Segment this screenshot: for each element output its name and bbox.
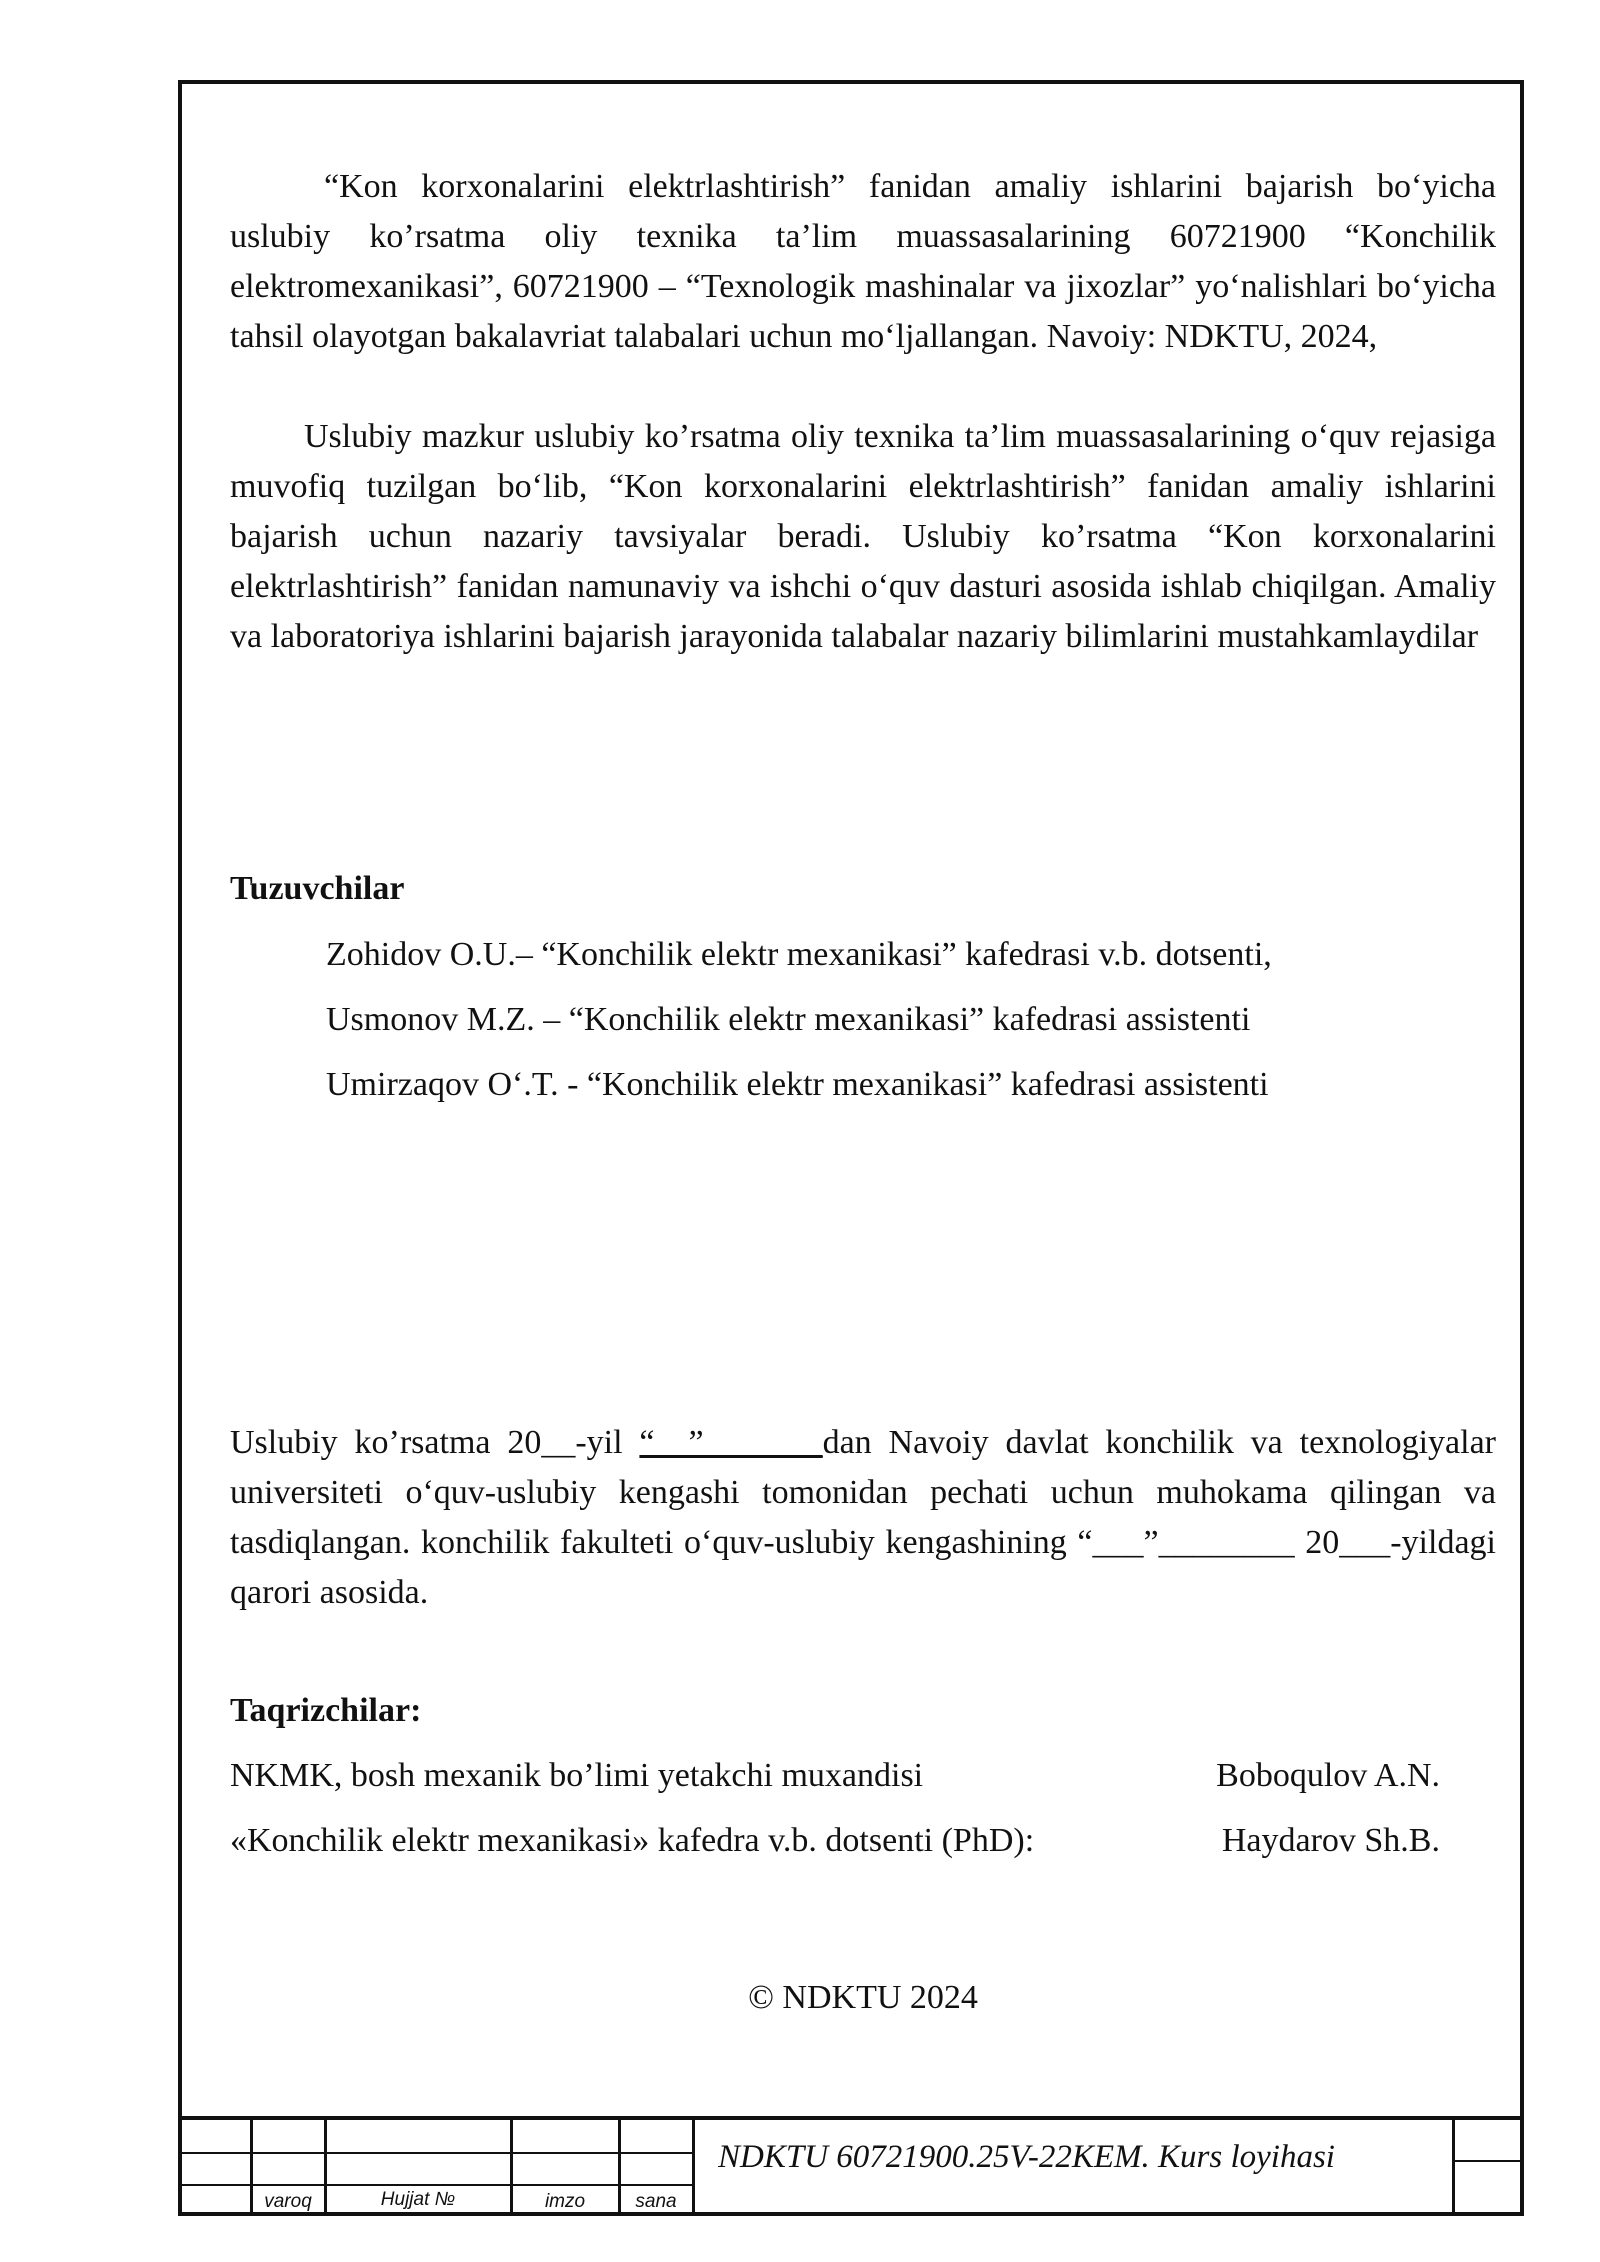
reviewer-name: Boboqulov A.N. <box>1216 1757 1440 1794</box>
intro-paragraph-1: “Kon korxonalarini elektrlashtirish” fanidan amaliy ishlarini bajarish bo‘yicha uslubiy ko’rsatma oliy texnika ta’lim muassasalarining 60721900 “Konchilik elektromexanikasi”, 60721900 – “Texnologik mashinalar va jixozlar” yo‘nalishlari bo‘yicha tahsil olayotgan bakalavriat talabalari uchun mo‘ljallangan. Navoiy: NDKTU, 2024, <box>230 168 1496 355</box>
reviewer-row <box>230 1751 1440 1801</box>
document-number-label: Hujjat № <box>380 2189 456 2210</box>
stamp-row-line <box>178 2184 692 2186</box>
date-label: sana <box>635 2191 677 2212</box>
stamp-row-line <box>1452 2160 1520 2162</box>
approval-text-end: dan Navoiy davlat konchilik va texnologiyalar universiteti o‘quv-uslubiy kengashi tomonidan pechati uchun muhokama qilingan va tasdiqlangan. konchilik fakulteti o‘quv-uslubiy kengashining “___”________ 20___-yildagi qarori asosida. <box>230 1424 1497 1611</box>
approval-paragraph <box>230 1418 1496 1618</box>
author-item: Zohidov O.U.– “Konchilik elektr mexanikasi” kafedrasi v.b. dotsenti, <box>326 936 1272 973</box>
reviewer-row <box>230 1816 1440 1866</box>
stamp-row-line <box>178 2152 692 2154</box>
signature-label: imzo <box>544 2191 586 2212</box>
authors-heading: Tuzuvchilar <box>230 870 405 907</box>
page-frame <box>178 80 1524 2216</box>
reviewer-role: NKMK, bosh mexanik bo’limi yetakchi muxandisi <box>230 1757 924 1794</box>
document-code: NDKTU 60721900.25V-22KEM. Kurs loyihasi <box>718 2139 1335 2175</box>
approval-text-start: Uslubiy ko’rsatma 20__-yil <box>230 1424 640 1461</box>
copyright: © NDKTU 2024 <box>748 1979 978 2016</box>
reviewer-role: «Konchilik elektr mexanikasi» kafedra v.b. dotsenti (PhD): <box>230 1822 1035 1859</box>
reviewers-heading: Taqrizchilar: <box>230 1692 422 1729</box>
intro-paragraph-2: Uslubiy mazkur uslubiy ko’rsatma oliy texnika ta’lim muassasalarining o‘quv rejasiga muvofiq tuzilgan bo‘lib, “Kon korxonalarini elektrlashtirish” fanidan amaliy ishlarini bajarish uchun nazariy tavsiyalar beradi. Uslubiy ko’rsatma “Kon korxonalarini elektrlashtirish” fanidan namunaviy va ishchi o‘quv dasturi asosida ishlab chiqilgan. Amaliy va laboratoriya ishlarini bajarish jarayonida talabalar nazariy bilimlarini mustahkamlaydilar <box>230 418 1496 655</box>
stamp-divider <box>692 2120 695 2216</box>
reviewer-name: Haydarov Sh.B. <box>1221 1822 1440 1859</box>
title-block <box>178 2116 1524 2216</box>
sheet-label: varoq <box>264 2191 312 2212</box>
stamp-divider <box>1452 2120 1455 2216</box>
author-item: Umirzaqov O‘.T. - “Konchilik elektr mexanikasi” kafedrasi assistenti <box>326 1066 1269 1103</box>
author-item: Usmonov M.Z. – “Konchilik elektr mexanikasi” kafedrasi assistenti <box>326 1001 1251 1038</box>
approval-date-blank: “__”_______ <box>639 1424 823 1461</box>
